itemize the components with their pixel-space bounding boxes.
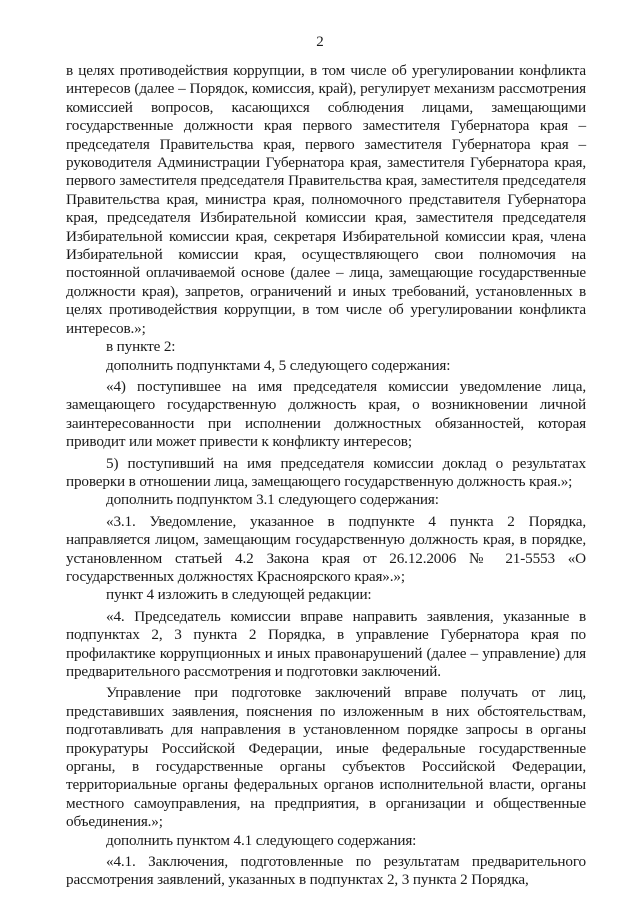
paragraph: «4. Председатель комиссии вправе направить заявления, указанные в подпунктах 2, 3 пункта 2 Порядка, в управление Губернатора края по профилактике коррупционных и иных правонарушений (далее – управление) для предварительного рассмотрения и подготовки заключений. — [66, 607, 586, 680]
paragraph: пункт 4 изложить в следующей редакции: — [106, 586, 372, 604]
document-body — [66, 62, 586, 890]
paragraph: дополнить подпунктом 3.1 следующего содержания: — [106, 491, 439, 509]
paragraph: 5) поступивший на имя председателя комиссии доклад о результатах проверки в отношении лица, замещающего государственную должность края.»; — [66, 454, 586, 490]
paragraph: дополнить подпунктами 4, 5 следующего содержания: — [106, 356, 451, 374]
paragraph: в целях противодействия коррупции, в том числе об урегулировании конфликта интересов (далее – Порядок, комиссия, край), регулирует механизм рассмотрения комиссией вопросов, касающихся соблюдения лицами, замещающими государственные должности края первого заместителя Губернатора края – председателя Правительства края, первого заместителя Губернатора края – руководителя Администрации Губернатора края, заместителя Губернатора края, первого заместителя председателя Правительства края, заместителя председателя Правительства края, министра края, полномочного представителя Губернатора края, председателя Избирательной комиссии края, заместителя председателя Избирательной комиссии края, секретаря Избирательной комиссии края, члена Избирательной комиссии края, осуществляющего свои полномочия на постоянной оплачиваемой основе (далее – лица, замещающие государственные должности края), запретов, ограничений и иных требований, установленных в целях противодействия коррупции, в том числе об урегулировании конфликта интересов.»; — [66, 62, 586, 337]
paragraph: дополнить пунктом 4.1 следующего содержания: — [106, 831, 417, 849]
paragraph: «4) поступившее на имя председателя комиссии уведомление лица, замещающего государственную должность края, о возникновении личной заинтересованности при исполнении должностных обязанностей, которая приводит или может привести к конфликту интересов; — [66, 377, 586, 451]
paragraph: «4.1. Заключения, подготовленные по результатам предварительного рассмотрения заявлений, указанных в подпунктах 2, 3 пункта 2 Порядка, — [66, 853, 586, 889]
page-number: 2 — [316, 34, 324, 50]
paragraph: «3.1. Уведомление, указанное в подпункте 4 пункта 2 Порядка, направляется лицом, замещающим государственную должность края, в порядке, установленном статьей 4.2 Закона края от 26.12.2006 № 21-5553 «О государственных должностях Красноярского края».»; — [66, 512, 586, 585]
paragraph: в пункте 2: — [106, 338, 176, 356]
paragraph: Управление при подготовке заключений вправе получать от лиц, представивших заявления, пояснения по изложенным в них обстоятельствам, подготавливать для направления в установленном порядке запросы в органы прокуратуры Российской Федерации, иные федеральные государственные органы, в государственные органы субъектов Российской Федерации, территориальные органы федеральных органов исполнительной власти, органы местного самоуправления, на предприятия, в организации и общественные объединения.»; — [66, 684, 586, 831]
